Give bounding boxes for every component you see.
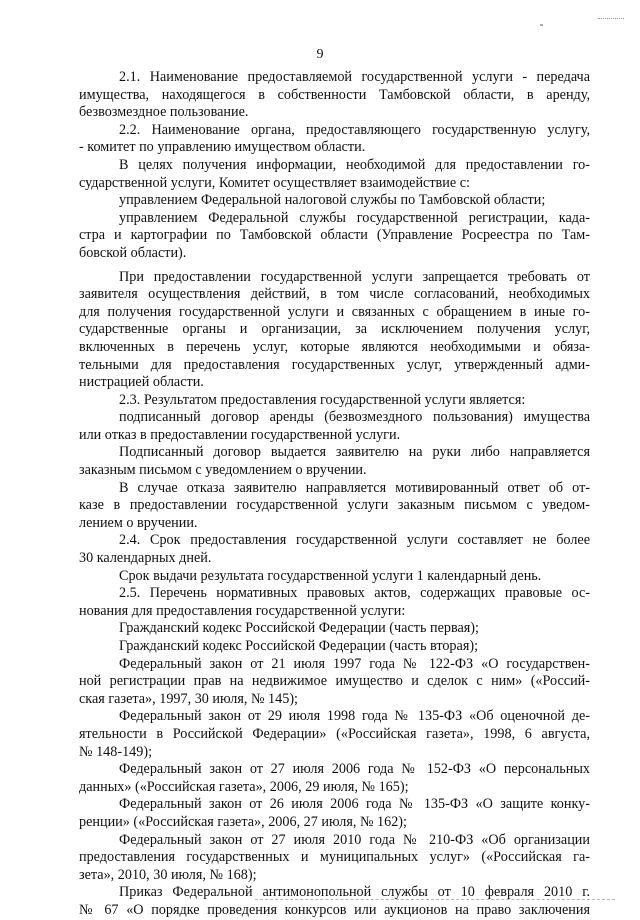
text-line: В случае отказа заявителю направляется мотивированный ответ об от- [119,479,590,496]
text-line: ская газета», 1997, 30 июля, № 145); [79,690,298,707]
scan-mark-bottom [255,899,615,900]
scan-speck [540,24,543,26]
text-line: нования для предоставления государственной услуги: [79,602,406,619]
text-line: Федеральный закон от 21 июля 1997 года № 122-ФЗ «О государствен- [119,655,590,672]
text-line: Приказ Федеральной антимонопольной службы от 10 февраля 2010 г. [119,884,590,901]
text-line: ятельности в Российской Федерации» («Российская газета», 1998, 6 августа, [79,725,590,742]
text-line: - комитет по управлению имуществом области. [79,139,366,156]
text-line: стра и картографии по Тамбовской области (Управление Росреестра по Там- [79,227,590,244]
text-line: лением о вручении. [79,514,198,531]
text-line: При предоставлении государственной услуги запрещается требовать от [119,268,590,285]
text-line: заявителя осуществления действий, в том числе согласований, необходимых [79,286,590,303]
text-line: управлением Федеральной налоговой службы по Тамбовской области; [119,192,546,209]
text-line: имущества, находящегося в собственности Тамбовской области, в аренду, [79,86,590,103]
text-line: заказным письмом с уведомлением о вручении. [79,462,367,479]
text-line: Федеральный закон от 27 июля 2006 года № 152-ФЗ «О персональных [119,761,590,778]
text-line: 2.4. Срок предоставления государственной услуги составляет не более [119,532,590,549]
text-line: сударственные органы и организации, за исключением получения услуг, [79,321,590,338]
document-body [79,69,590,920]
text-line: безвозмездное пользование. [79,104,249,121]
text-line: 2.2. Наименование органа, предоставляющего государственную услугу, [119,121,590,138]
text-line: сударственной услуги, Комитет осуществляет взаимодействие с: [79,174,470,191]
text-line: Гражданский кодекс Российской Федерации (часть первая); [119,620,479,637]
text-line: предоставления государственных и муниципальных услуг» («Российская га- [79,849,590,866]
text-line: ной регистрации прав на недвижимое имущество и сделок с ним» («Россий- [79,673,590,690]
text-line: № 67 «О порядке проведения конкурсов или аукционов на право заключения [79,901,590,918]
text-line: Срок выдачи результата государственной услуги 1 календарный день. [119,567,542,584]
page-number: 9 [316,47,324,62]
text-line: 2.3. Результатом предоставления государственной услуги является: [119,391,526,408]
text-line: управлением Федеральной службы государственной регистрации, када- [119,209,590,226]
text-line: Подписанный договор выдается заявителю на руки либо направляется [119,444,590,461]
text-line: В целях получения информации, необходимой для предоставлении го- [119,156,590,173]
text-line: бовской области). [79,244,187,261]
text-line: данных» («Российская газета», 2006, 29 июля, № 165); [79,778,409,795]
text-line: зета», 2010, 30 июля, № 168); [79,866,257,883]
text-line: Гражданский кодекс Российской Федерации (часть вторая); [119,638,479,654]
text-line: Федеральный закон от 26 июля 2006 года № 135-ФЗ «О защите конку- [119,796,590,813]
text-line: 2.5. Перечень нормативных правовых актов, содержащих правовые ос- [119,585,590,602]
text-line: Федеральный закон от 29 июля 1998 года № 135-ФЗ «Об оценочной де- [119,708,590,725]
text-line: или отказ в предоставлении государственной услуги. [79,426,401,443]
text-line: для получения государственной услуги и связанных с обращением в иные го- [79,303,590,320]
text-line: № 148-149); [79,743,153,760]
text-line: тельными для предоставления государственных услуг, утвержденный адми- [79,356,590,373]
text-line: казе в предоставлении государственной услуги заказным письмом с уведом- [79,497,590,514]
text-line: 2.1. Наименование предоставляемой государственной услуги - передача [119,69,590,85]
text-line: подписанный договор аренды (безвозмездного пользования) имущества [119,409,590,426]
text-line: нистрацией области. [79,374,204,391]
text-line: включенных в перечень услуг, которые являются необходимыми и обяза- [79,338,590,355]
text-line: ренции» («Российская газета», 2006, 27 июля, № 162); [79,813,407,830]
text-line: Федеральный закон от 27 июля 2010 года № 210-ФЗ «Об организации [119,831,590,848]
text-line: 30 календарных дней. [79,550,212,567]
scan-mark-top-right [598,18,624,19]
